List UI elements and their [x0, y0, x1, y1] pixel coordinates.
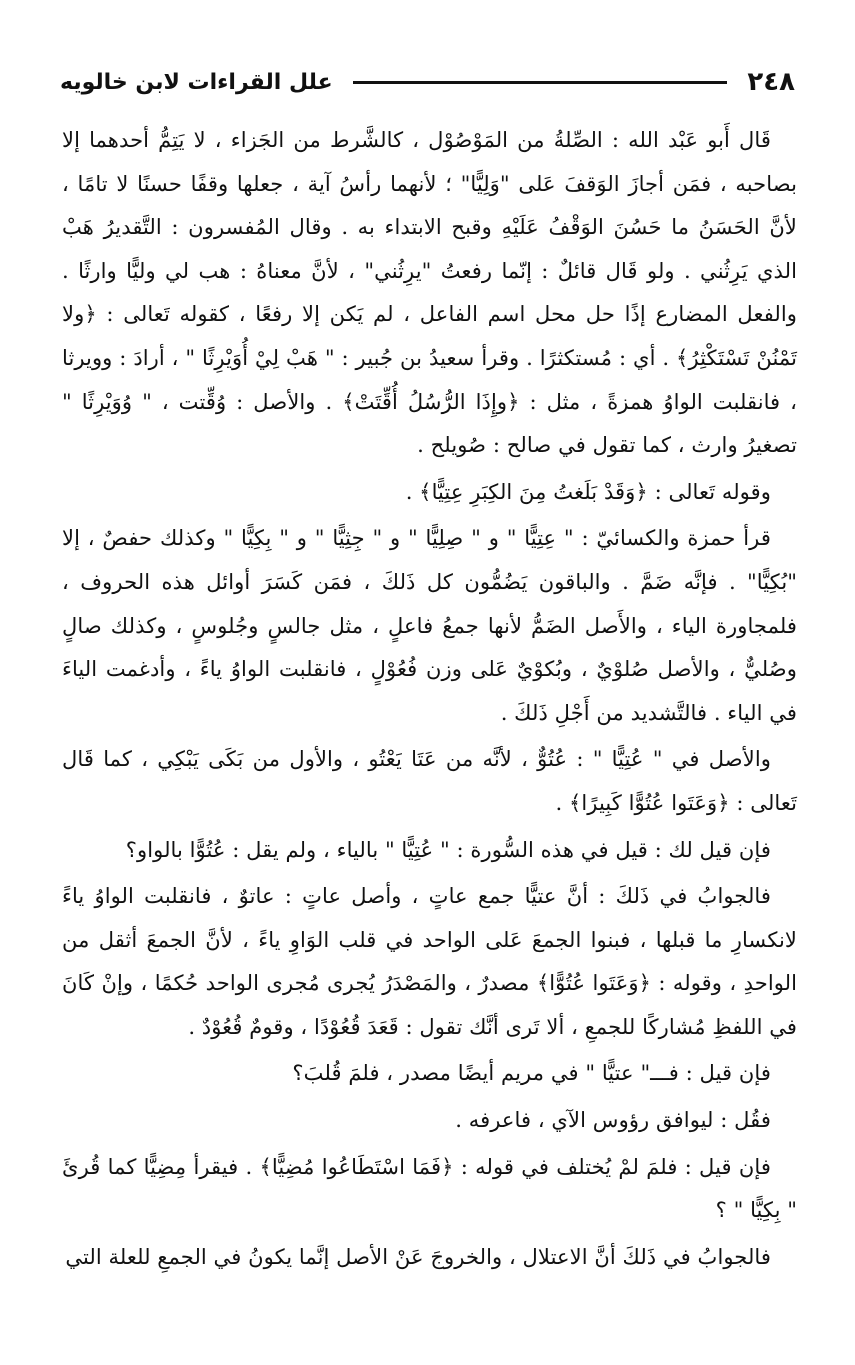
paragraph-2: وقوله تَعالى : ﴿وَقَدْ بَلَغتُ مِنَ الكِبَرِ عِتِيًّا﴾ .	[405, 478, 771, 504]
paragraph-9: فإن قيل : فلمَ لمْ يُختلف في قوله : ﴿فَمَا اسْتَطَاعُوا مُضِيًّا﴾ . فيقرأ مِضِيًّا كما قُرئَ " بِكِيًّا " ؟	[62, 1153, 797, 1223]
paragraph-10: فالجوابُ في ذَلكَ أنَّ الاعتلال ، والخروجَ عَنْ الأصل إنَّما يكونُ في الجمعِ للعلة التي	[65, 1243, 771, 1269]
paragraph-7: فإن قيل : فـــ" عتيًّا " في مريم أيضًا مصدر ، فلمَ قُلبَ؟	[292, 1060, 771, 1086]
page-header	[60, 62, 795, 102]
paragraph-1: قَال أَبو عَبْد الله : الصِّلةُ من المَوْصُوْل ، كالشَّرط من الجَزاء ، لا يَتِمُّ أحدهما إلا بصاحبه ، فمَن أجازَ الوَقفَ عَلى "وَلِيًّا" ؛ لأنهما رأسُ آية ، جعلها وقفًا حسنًا لا تامًا ، لأنَّ الحَسَنُ ما حَسُنَ الوَقْفُ عَلَيْهِ وقبح الابتداء به . وقال المُفسرون : التَّقديرُ هَبْ الذي يَرِثُني . ولو قَال قائلٌ : إنّما رفعتُ "يرِثُني" ، لأنَّ معناهُ : هب لي وليًّا وارثًا . والفعل المضارع إذًا حل محل اسم الفاعل ، لم يَكن إلا رفعًا ، كقوله تَعالى : ﴿ولا تَمْنُنْ تَسْتَكْثِرُ﴾ . أي : مُستكثرًا . وقرأ سعيدُ بن جُبير : " هَبْ لِيْ أُوَيْرِثًا " ، أرادَ : وويرثا ، فانقلبت الواوُ همزةً ، مثل : ﴿وإِذَا الرُّسُلُ أُقِّتَتْ﴾ . والأصل : وُقِّتت ، " وُوَيْرِثًا " تصغيرُ وارث ، كما تقول في صالح : صُويلح .	[62, 127, 797, 458]
paragraph-5: فإن قيل لك : قيل في هذه السُّورة : " عُتِيًّا " بالياء ، ولم يقل : عُتُوًّا بالواو؟	[125, 836, 771, 862]
paragraph-6: فالجوابُ في ذَلكَ : أنَّ عتيًّا جمع عاتٍ ، وأصل عاتٍ : عاتوٌ ، فانقلبت الواوُ ياءً لانكسارِ ما قبلها ، فبنوا الجمعَ عَلى الواحد في قلب الوَاوِ ياءً ، لأنَّ الجمعَ أثقل من الواحدِ ، وقوله : ﴿وَعَتَوا عُتُوًّا﴾ مصدرٌ ، والمَصْدَرُ يُجرى مُجرى الواحد حُكمًا ، وإنْ كَانَ في اللفظِ مُشاركًا للجمعِ ، ألا تَرى أنَّك تقول : قَعَدَ قُعُوْدًا ، وقومٌ قُعُوْدٌ .	[62, 883, 797, 1039]
paragraph-8: فقُل : ليوافق رؤوس الآي ، فاعرفه .	[455, 1107, 771, 1133]
paragraph-4: والأصل في " عُتِيًّا " : عُتُوٌّ ، لأنَّه من عَتَا يَعْتُو ، والأول من بَكَى يَبْكِي ، كما قَال تَعالى : ﴿وَعَتَوا عُتُوًّا كَبِيرًا﴾ .	[62, 746, 797, 815]
page-number: ٢٤٨	[747, 67, 795, 97]
running-title: علل القراءات لابن خالويه	[60, 69, 333, 95]
header-rule	[353, 81, 728, 84]
body-text	[62, 118, 797, 1281]
paragraph-3: قرأ حمزة والكسائيّ : " عِتِيًّا " و " صِلِيًّا " و " جِثِيًّا " و " بِكِيًّا " وكذلك حفصٌ ، إلا "بُكِيًّا" . فإنَّه ضَمَّ . والباقون يَضُمُّون كل ذَلكَ ، فمَن كَسَرَ أوائل هذه الحروف ، فلمجاورة الياء ، والأَصل الضَمُّ لأنها جمعُ فاعلٍ ، مثل جالسٍ وجُلوسٍ ، وكذلك صالٍ وصُليٌّ ، والأصل صُلوْيٌ ، وبُكوْيٌ عَلى وزن فُعُوْلٍ ، فانقلبت الواوُ ياءً ، وأدغمت الياءَ في الياء . فالتَّشديد من أَجْلِ ذَلكَ .	[62, 525, 797, 725]
